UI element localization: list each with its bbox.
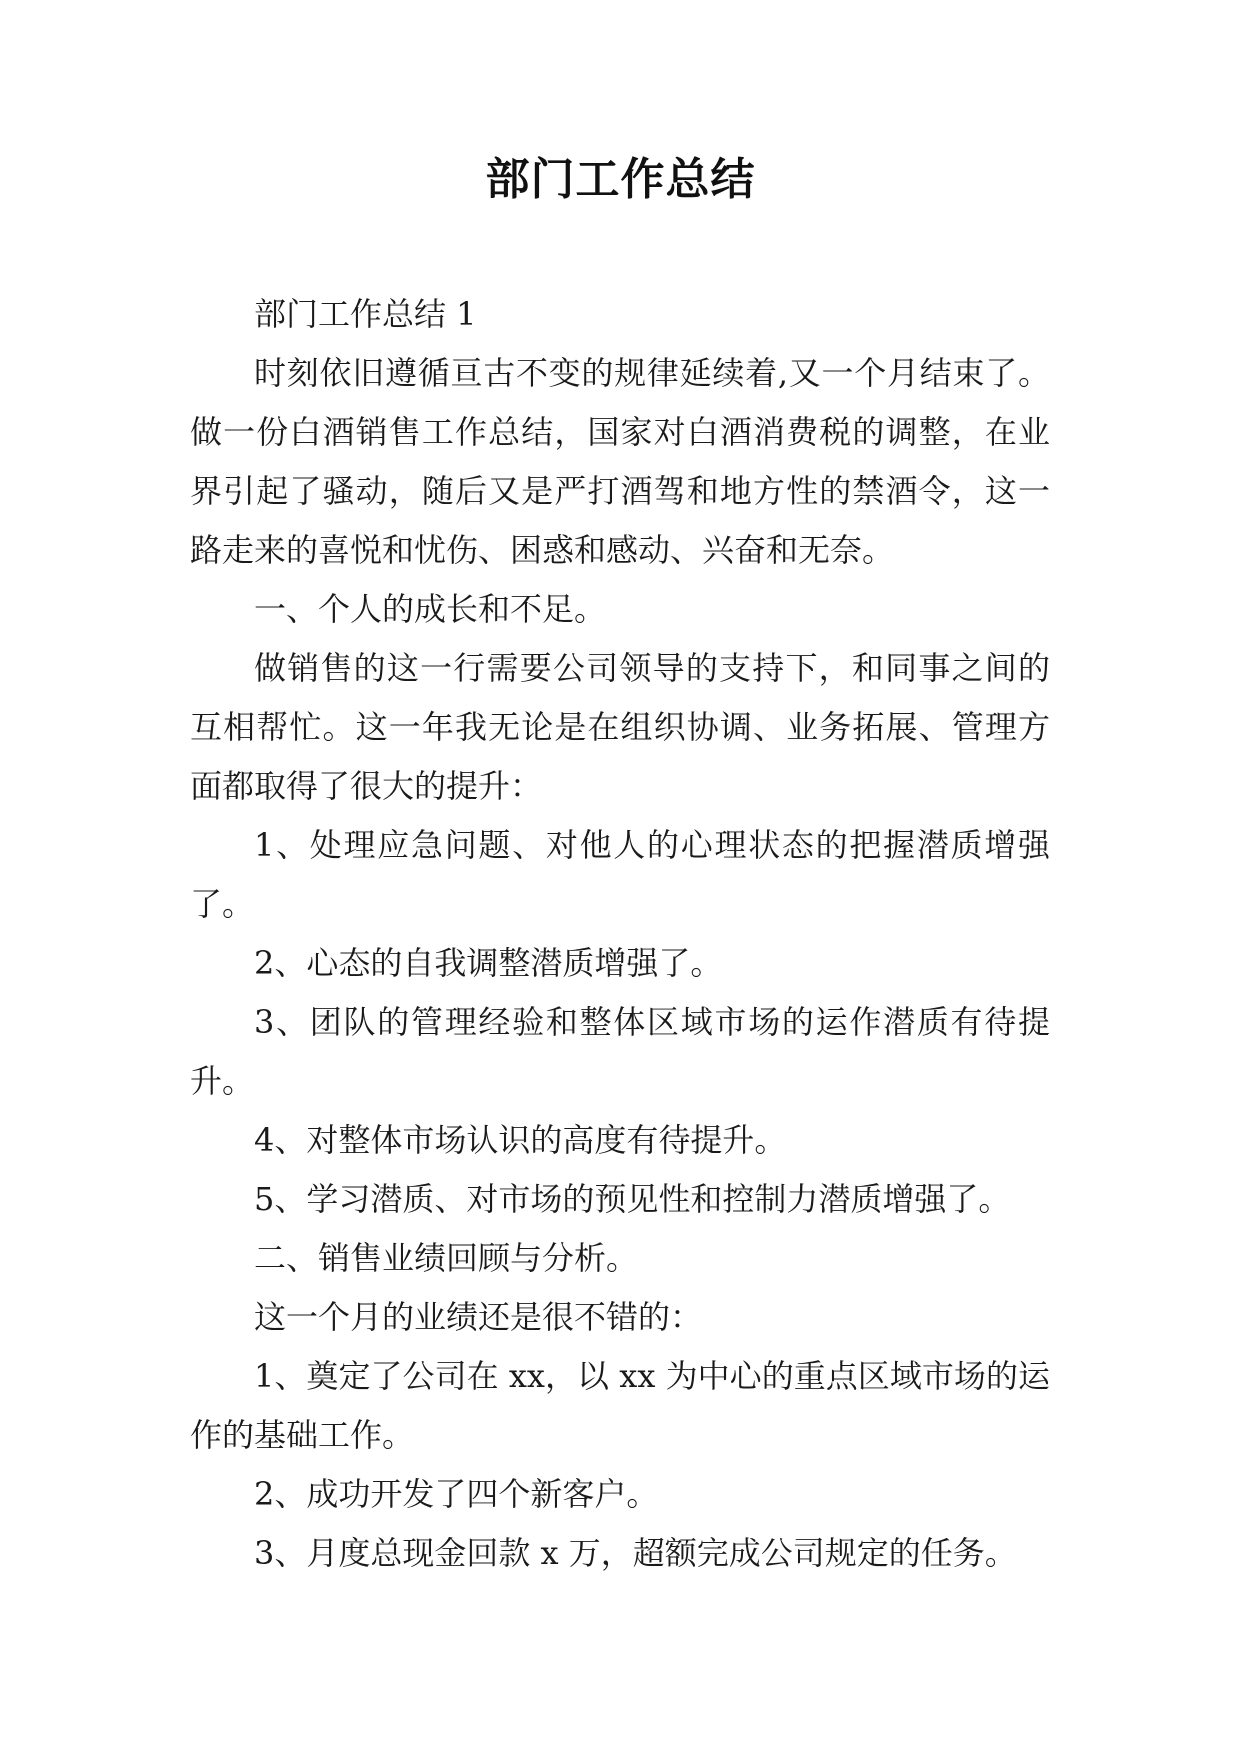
list-item: 1、奠定了公司在 xx，以 xx 为中心的重点区域市场的运作的基础工作。	[190, 1357, 1050, 1454]
list-item: 3、月度总现金回款 x 万，超额完成公司规定的任务。	[254, 1534, 1017, 1572]
paragraph: 做销售的这一行需要公司领导的支持下，和同事之间的互相帮忙。这一年我无论是在组织协调、业务拓展、管理方面都取得了很大的提升：	[190, 649, 1050, 805]
section-heading: 部门工作总结 1	[254, 295, 477, 333]
list-item: 2、成功开发了四个新客户。	[254, 1475, 659, 1513]
list-item: 5、学习潜质、对市场的预见性和控制力潜质增强了。	[254, 1180, 1011, 1218]
list-item: 2、心态的自我调整潜质增强了。	[254, 944, 723, 982]
list-item: 3、团队的管理经验和整体区域市场的运作潜质有待提升。	[190, 1003, 1050, 1100]
list-item: 4、对整体市场认识的高度有待提升。	[254, 1121, 787, 1159]
subsection-heading: 一、个人的成长和不足。	[254, 590, 607, 628]
list-item: 1、处理应急问题、对他人的心理状态的把握潜质增强了。	[190, 826, 1050, 923]
document-body	[190, 285, 1050, 1583]
subsection-heading: 二、销售业绩回顾与分析。	[254, 1239, 639, 1277]
paragraph: 时刻依旧遵循亘古不变的规律延续着,又一个月结束了。做一份白酒销售工作总结，国家对白酒消费税的调整，在业界引起了骚动，随后又是严打酒驾和地方性的禁酒令，这一路走来的喜悦和忧伤、困惑和感动、兴奋和无奈。	[190, 354, 1050, 569]
document-title: 部门工作总结	[485, 154, 756, 205]
paragraph: 这一个月的业绩还是很不错的：	[254, 1298, 703, 1336]
